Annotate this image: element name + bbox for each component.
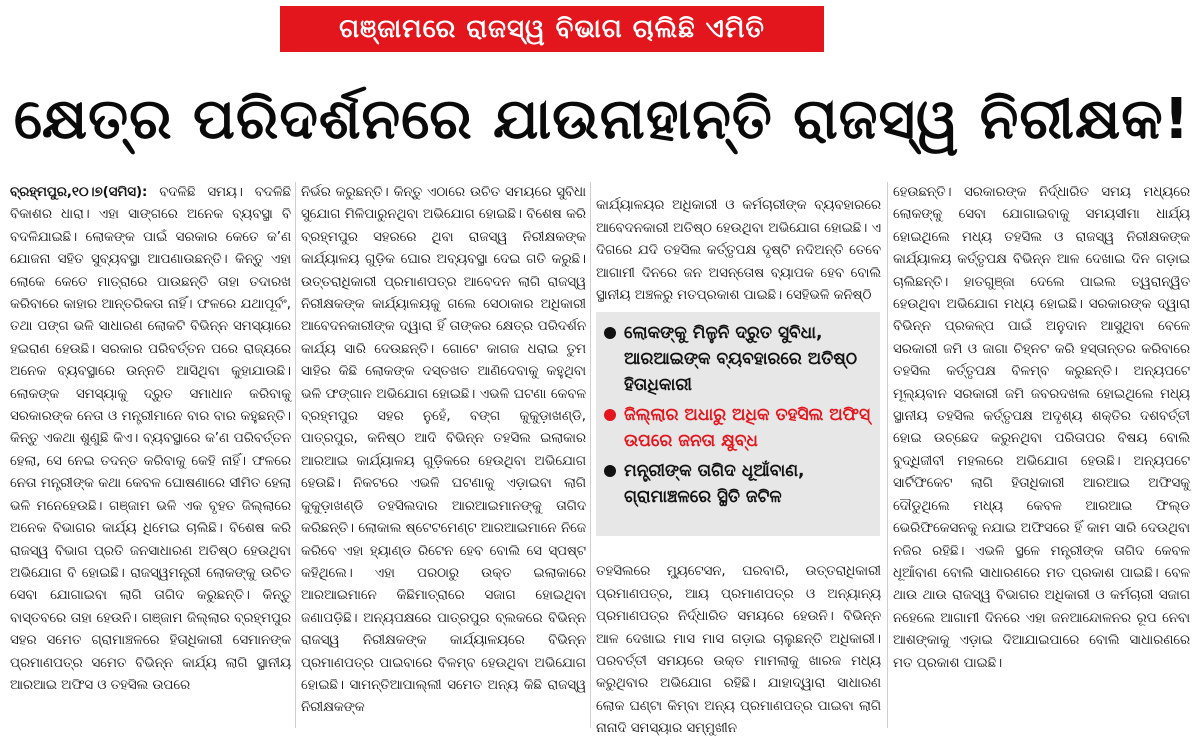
column-divider [295,182,296,728]
column-text: ନିର୍ଭର କରୁଛନ୍ତି। କିନ୍ତୁ ଏଠାରେ ଉଚିତ ସମୟରେ ସୁବିଧା ସୁଯୋଗ ମିଳିପାରୁନଥିବା ଅଭିଯୋଗ ହୋଇଛି। ବିଶେଷ କରି ବ୍ରହ୍ମପୁର ସହରରେ ଥିବା ରାଜସ୍ୱ ନିରୀକ୍ଷକଙ୍କ କାର୍ଯ୍ୟାଳୟ ଗୁଡ଼ିକ ଘୋର ଅବ୍ୟବସ୍ଥା ଦେଇ ଗତି କରୁଛି। ଉତ୍ତରାଧିକାରୀ ପ୍ରମାଣପତ୍ର ଆବେଦନ ଲାଗି ରାଜସ୍ୱ ନିରୀକ୍ଷକଙ୍କ କାର୍ଯ୍ୟାଳୟକୁ ଗଲେ ସେଠାକାର ଅଧିକାରୀ ଆବେଦନକାରୀଙ୍କ ଦ୍ୱାରା ହିଁ ତାଙ୍କର କ୍ଷେତ୍ର ପରିଦର୍ଶନ କାର୍ଯ୍ୟ ସାରି ଦେଉଛନ୍ତି। ଗୋଟେ କାଗଜ ଧରାଇ ତୁମ ସାହିର କିଛି ଲୋକଙ୍କ ଦସ୍ତଖତ ଆଣିଦେବାକୁ କହୁଥିବା ଭଳି ଫଙ୍ଗାନ ଅଭିଯୋଗ ହୋଇଛି। ଏଭଳି ଘଟଣା କେବଳ ବ୍ରହ୍ମପୁର ସହର ନୁହେଁ, ବଙ୍ଗ କୁକୁଡ଼ାଖଣ୍ଡି, ପାତ୍ରପୁର, କନିଷ୍ଠ ଆଦି ବିଭିନ୍ନ ତହସିଲ ଇଲାକାର ଆରଆଇ କାର୍ଯ୍ୟାଳୟ ଗୁଡ଼ିକରେ ହେଉଥିବା ଅଭିଯୋଗ ହେଉଛି। ନିକଟରେ ଏଭଳି ଘଟଣାକୁ ଏଡ଼ାଇବା ଲାଗି କୁକୁଡ଼ାଖଣ୍ଡି ତହସିଲଦାର ଆରଆଇମାନଙ୍କୁ ତାଗିଦ କରିଛନ୍ତି। ଲୋକାଲ ଷ୍ଟେଟମେଣ୍ଟ ଆରଆଇମାନେ ନିଜେ କରିବେ ଏହା ହ୍ୟାଣ୍ଡ ରିଟେନ ହେବ ବୋଲି ସେ ସ୍ପଷ୍ଟ କହିଥିଲେ। ଏହା ପରଠାରୁ ଉକ୍ତ ଇଲାକାରେ ଆରଆଇମାନେ କିଛିମାତ୍ରାରେ ସଜାଗ ହୋଇଥିବା ଜଣାପଡ଼ିଛି। ଅନ୍ୟପକ୍ଷରେ ପାତ୍ରପୁର ବ୍ଲକରେ ବିଭିନ୍ନ ରାଜସ୍ୱ ନିରୀକ୍ଷକଙ୍କ କାର୍ଯ୍ୟାଳୟରେ ବିଭିନ୍ନ ପ୍ରମାଣପତ୍ର ପାଇବାରେ ବିଳମ୍ବ ହେଉଥିବା ଅଭିଯୋଗ ହୋଇଛି। ସାମନ୍ତିଆପାଲ୍ଲୀ ସମେତ ଅନ୍ୟ କିଛି ରାଜସ୍ୱ ନିରୀକ୍ଷକଙ୍କ [301,185,586,716]
column-text: କାର୍ଯ୍ୟାଳୟର ଅଧିକାରୀ ଓ କର୍ମଚାରୀଙ୍କ ବ୍ୟବହାରରେ ଆବେଦନକାରୀ ଅତିଷ୍ଠ ହେଉଥିବା ଅଭିଯୋଗ ହୋଇଛି। ଏ ଦିଗରେ ଯଦି ତହସିଲ କର୍ତ୍ତୃପକ୍ଷ ଦୃଷ୍ଟି ନଦିଅନ୍ତି ତେବେ ଆଗାମୀ ଦିନରେ ଜନ ଅସନ୍ତୋଷ ବ୍ୟାପକ ହେବ ବୋଲି ସ୍ଥାନୀୟ ଅଞ୍ଚଳରୁ ମତପ୍ରକାଶ ପାଇଛି। ସେହିଭଳି କନିଷ୍ଠି [596,198,881,303]
column-divider [590,182,591,728]
article-column-1 [10,182,291,728]
highlight-item [604,458,872,510]
dateline: ବ୍ରହ୍ମପୁର,୧୦।୭(ସମିସ): [10,185,148,200]
kicker-banner: ଗଞ୍ଜାମରେ ରାଜସ୍ୱ ବିଭାଗ ଚାଲିଛି ଏମିତି [280,6,824,52]
article-column-2 [301,182,586,728]
highlight-item [604,320,872,398]
highlight-text: ଲୋକଙ୍କୁ ମିଳୁନି ଦ୍ରୁତ ସୁବିଧା, ଆରଆଇଙ୍କ ବ୍ୟବହାରରେ ଅତିଷ୍ଠ ହିତାଧିକାରୀ [624,323,858,395]
page-title: କ୍ଷେତ୍ର ପରିଦର୍ଶନରେ ଯାଉନାହାନ୍ତି ରାଜସ୍ୱ ନିରୀକ୍ଷକ! [13,87,1191,152]
bullet-icon [604,409,616,421]
bullet-icon [604,465,616,477]
column-divider [887,182,888,728]
column-text: ବଦଳିଛି ସମୟ। ବଦଳିଛି ବିକାଶର ଧାରା। ଏହା ସାଙ୍ଗରେ ଅନେକ ବ୍ୟବସ୍ଥା ବି ବଦଳିଯାଇଛି। ଲୋକଙ୍କ ପାଇଁ ସରକାର କେତେ କ’ଣ ଯୋଜନା ସହିତ ସୁବ୍ୟବସ୍ଥା ଆପଣାଉଛନ୍ତି। କିନ୍ତୁ ଏହା ଲୋକେ କେତେ ମାତ୍ରାରେ ପାଉଛନ୍ତି ତାହା ତଦାରଖ କରିବାରେ କାହାର ଆନ୍ତରିକତା ନାହିଁ। ଫଳରେ ଯଥାପୂର୍ବଂ, ତଥା ପଙ୍ଗ ଭଳି ସାଧାରଣ ଲୋକଟି ବିଭିନ୍ନ ସମସ୍ୟାରେ ହଇରାଣ ହେଉଛି। ସରକାର ପରିବର୍ତ୍ତନ ପରେ ରାଜ୍ୟରେ ଅନେକ ବ୍ୟବସ୍ଥାରେ ଉନ୍ନତି ଆସିଥିବା କୁହାଯାଉଛି। ଲୋକଙ୍କ ସମସ୍ୟାକୁ ଦ୍ରୁତ ସମାଧାନ କରିବାକୁ ସରକାରଙ୍କ ନେତା ଓ ମନ୍ତ୍ରୀମାନେ ବାର ବାର କହୁଛନ୍ତି। କିନ୍ତୁ ଏକଥା ଶୁଣୁଛି କିଏ। ବ୍ୟବସ୍ଥାରେ କ’ଣ ପରିବର୍ତ୍ତନ ହେଲା, ସେ ନେଇ ତଦନ୍ତ କରିବାକୁ କେହି ନାହିଁ। ଫଳରେ ନେତା ମନ୍ତ୍ରୀଙ୍କ କଥା କେବଳ ଘୋଷଣାରେ ସୀମିତ ହେଲା ଭଳି ମନେହେଉଛି। ଗଞ୍ଜାମ ଭଳି ଏକ ବୃହତ ଜିଲ୍ଲାରେ ଅନେକ ବିଭାଗର କାର୍ଯ୍ୟ ଧିମେଇ ଚାଲିଛି। ବିଶେଷ କରି ରାଜସ୍ୱ ବିଭାଗ ପ୍ରତି ଜନସାଧାରଣ ଅତିଷ୍ଠ ହେଉଥିବା ଅଭିଯୋଗ ବି ହୋଇଛି। ରାଜସ୍ୱମନ୍ତ୍ରୀ ଲୋକଙ୍କୁ ଉଚିତ ସେବା ଯୋଗାଇବା ଲାଗି ତାଗିଦ କରୁଛନ୍ତି। କିନ୍ତୁ ବାସ୍ତବରେ ତାହା ହେଉନି। ଗଞ୍ଜାମ ଜିଲ୍ଲାର ବ୍ରହ୍ମପୁର ସହର ସମେତ ଗ୍ରାମାଞ୍ଚଳରେ ହିତାଧିକାରୀ ସେମାନଙ୍କ ପ୍ରମାଣପତ୍ର ସମେତ ବିଭିନ୍ନ କାର୍ଯ୍ୟ ଲାଗି ସ୍ଥାନୀୟ ଆରଆଇ ଅଫିସ ଓ ତହସିଲ ଉପରେ [10,185,291,693]
article-column-3-bottom [596,548,881,737]
article-column-4 [893,182,1190,728]
article-column-3-top [596,182,881,306]
highlight-item [604,402,872,454]
bullet-icon [604,327,616,339]
highlights-box [596,312,880,536]
column-text: ତହସିଲରେ ମ୍ୟୁଟେସନ, ଘରବାରି, ଉତ୍ତରାଧିକାରୀ ପ୍ରମାଣପତ୍ର, ଆୟ ପ୍ରମାଣପତ୍ର ଓ ଅନ୍ୟାନ୍ୟ ପ୍ରମାଣପତ୍ର ନିର୍ଦ୍ଧାରିତ ସମୟରେ ହେଉନି। ବିଭିନ୍ନ ଆଳ ଦେଖାଇ ମାସ ମାସ ଗଡ଼ାଇ ଚାଲୁଛନ୍ତି ଅଧିକାରୀ। ପରବର୍ତ୍ତୀ ସମୟରେ ଉକ୍ତ ମାମଲାକୁ ଖାରଜ ମଧ୍ୟ କରୁଥିବାର ଅଭିଯୋଗ ରହିଛି। ଯାହାଦ୍ୱାରା ସାଧାରଣ ଲୋକ ଘଣ୍ଟା କିମ୍ବା ଅନ୍ୟ ପ୍ରମାଣପତ୍ର ପାଇବା ଲାଗି ନାନାଦି ସମସ୍ୟାର ସମ୍ମୁଖୀନ [596,564,881,737]
column-text: ହେଉଛନ୍ତି। ସରକାରଙ୍କ ନିର୍ଦ୍ଧାରିତ ସମୟ ମଧ୍ୟରେ ଲୋକଙ୍କୁ ସେବା ଯୋଗାଇବାକୁ ସମୟସୀମା ଧାର୍ଯ୍ୟ ହୋଇଥିଲେ ମଧ୍ୟ ତହସିଲ ଓ ରାଜସ୍ୱ ନିରୀକ୍ଷକଙ୍କ କାର୍ଯ୍ୟାଳୟ କର୍ତ୍ତୃପକ୍ଷ ବିଭିନ୍ନ ଆଳ ଦେଖାଇ ଦିନ ଗଡ଼ାଇ ଚାଲିଛନ୍ତି। ହାତଗୁଞ୍ଜା ଦେଲେ ପାଇଲ ତ୍ୱରାନ୍ୱିତ ହେଉଥିବା ଅଭିଯୋଗ ମଧ୍ୟ ହୋଇଛି। ସରକାରଙ୍କ ଦ୍ୱାରା ବିଭିନ୍ନ ପ୍ରକଳ୍ପ ପାଇଁ ଅନୁଦାନ ଆସୁଥିବା ବେଳେ ସରକାରୀ ଜମି ଓ ଜାଗା ଚିହ୍ନଟ କରି ହସ୍ତାନ୍ତର କରିବାରେ ତହସିଲ କର୍ତ୍ତୃପକ୍ଷ ବିଳମ୍ବ କରୁଛନ୍ତି। ଅନ୍ୟପଟେ ମୂଲ୍ୟବାନ ସରକାରୀ ଜମି ଜବରଦଖଲ ହୋଇଥିଲେ ମଧ୍ୟ ସ୍ଥାନୀୟ ତହସିଲ କର୍ତ୍ତୃପକ୍ଷ ଅଦୃଶ୍ୟ ଶକ୍ତିର ଦଶବର୍ତ୍ତୀ ହୋଇ ଉଚ୍ଛେଦ କରୁନଥିବା ପରିତାପର ବିଷୟ ବୋଲି ବୁଦ୍ଧିଜୀବୀ ମହଲରେ ଅଭିଯୋଗ ହେଉଛି। ଅନ୍ୟପଟେ ସାର୍ଟିଫିକେଟ ଲାଗି ହିତାଧିକାରୀ ଆରଆଇ ଅଫିସକୁ ଦୌଡୁଥିଲେ ମଧ୍ୟ କେବଳ ଆରଆଇ ଫିଲ୍ଡ ଭେରିଫିକେସନକୁ ନଯାଇ ଅଫିସରେ ହିଁ କାମ ସାରି ଦେଉଥିବା ନଜିର ରହିଛି। ଏଭଳି ସ୍ଥଳେ ମନ୍ତ୍ରୀଙ୍କ ତାଗିଦ କେବଳ ଧୂଆଁବାଣ ବୋଲି ସାଧାରଣରେ ମତ ପ୍ରକାଶ ପାଇଛି। ବେଳ ଥାଉ ଥାଉ ରାଜସ୍ୱ ବିଭାଗର ଅଧିକାରୀ ଓ କର୍ମଚାରୀ ସଜାଗ ନହେଲେ ଆଗାମୀ ଦିନରେ ଏହା ଜନଆନ୍ଦୋଳନର ରୂପ ନେବା ଆଶଙ୍କାକୁ ଏଡ଼ାଇ ଦିଆଯାଇପାରେ ବୋଲି ସାଧାରଣରେ ମତ ପ୍ରକାଶ ପାଇଛି। [893,185,1190,671]
highlight-text: ମନ୍ତ୍ରୀଙ୍କ ତାଗିଦ ଧୂଆଁବାଣ, ଗ୍ରାମାଞ୍ଚଳରେ ସ୍ଥିତି ଜଟିଳ [624,461,805,507]
highlight-text: ଜିଲ୍ଲାର ଅଧାରୁ ଅଧିକ ତହସିଲ ଅଫିସ୍ ଉପରେ ଜନତା କ୍ଷୁବ୍ଧ [624,405,871,451]
